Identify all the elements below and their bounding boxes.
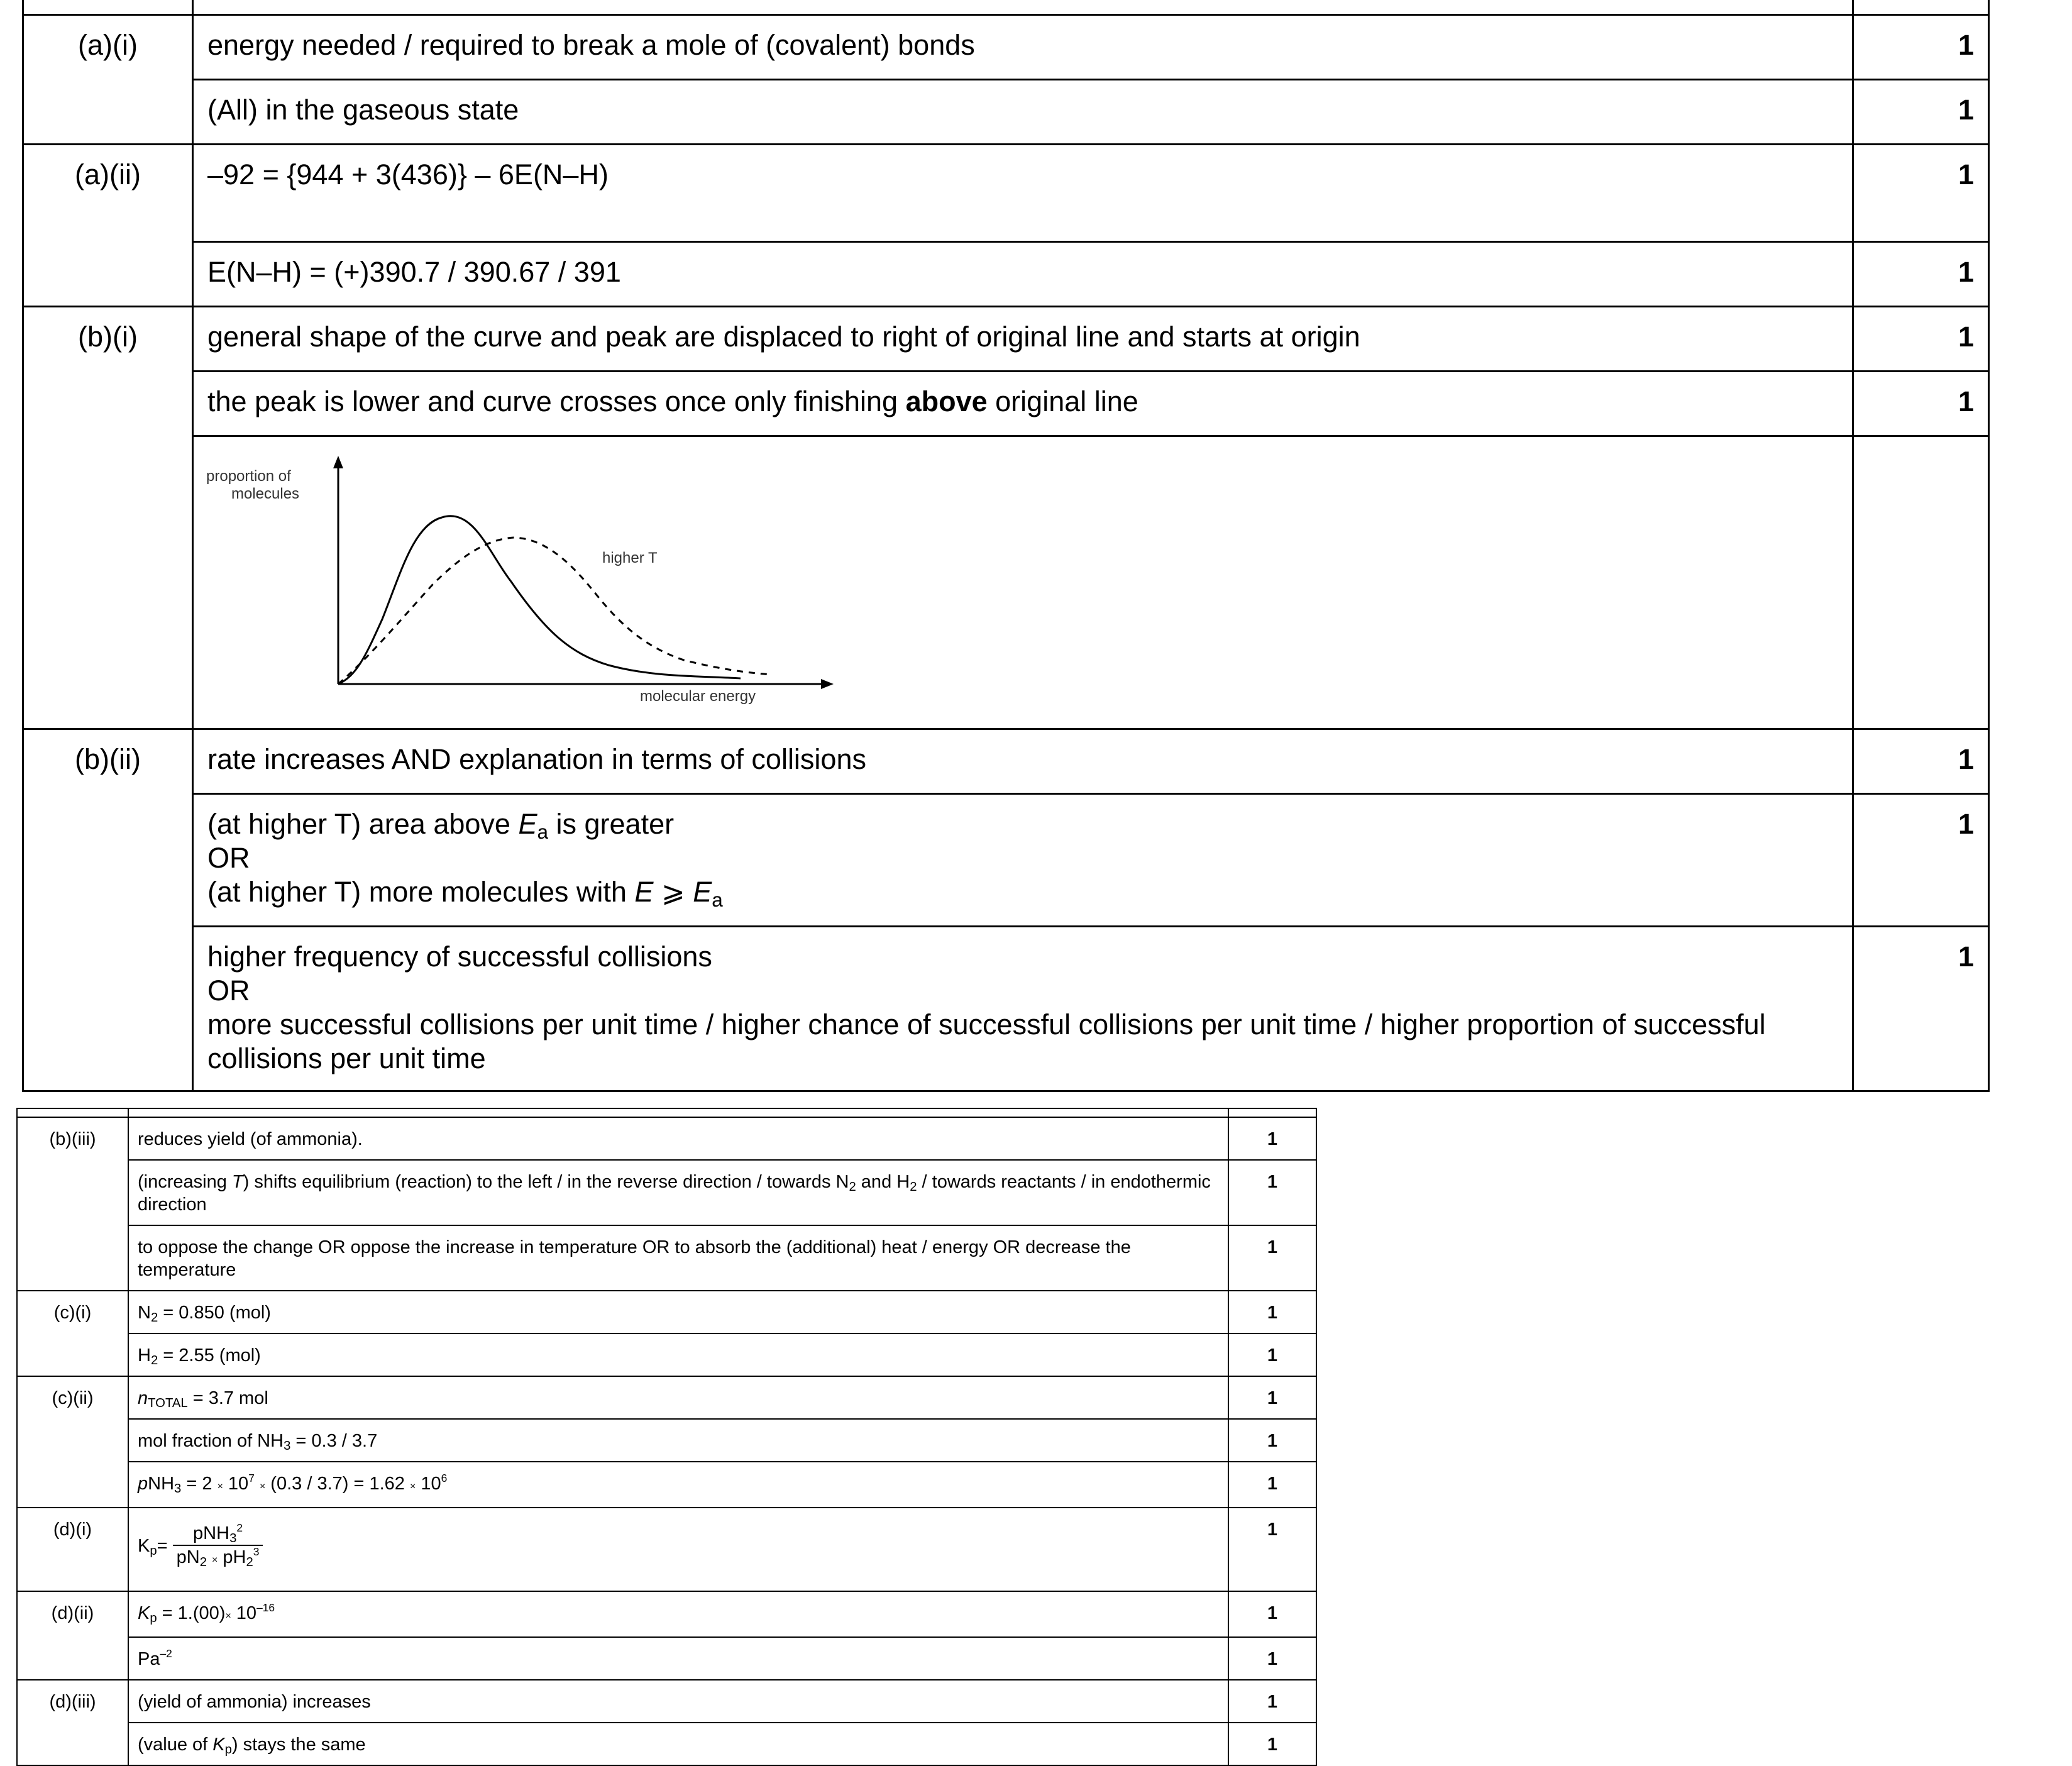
table-row <box>23 307 1989 372</box>
answer-text: the peak is lower and curve crosses once only finishing above original line <box>193 372 1853 436</box>
answer-text: E(N–H) = (+)390.7 / 390.67 / 391 <box>193 242 1853 307</box>
y-axis-arrow <box>333 456 343 468</box>
mark: 1 <box>1853 145 1989 242</box>
answer-text: rate increases AND explanation in terms of collisions <box>193 729 1853 794</box>
kp-expression: $K_p=$ $\frac{pNH_3^2}{pN_2 \times pH_2^3}$ <box>128 1508 1228 1591</box>
table-row <box>17 1680 1316 1723</box>
table-row <box>17 1723 1316 1765</box>
mark: 1 <box>1228 1419 1316 1462</box>
table-row <box>23 794 1989 927</box>
table-row <box>17 1462 1316 1508</box>
answer-text: (increasing T) shifts equilibrium (reaction) to the left / in the reverse direction / towards $N_2$ and $H_2$ / towards reactants / in endothermic direction <box>128 1160 1228 1225</box>
answer-text: $K_p = 1.(00)\times 10^{-16}$ <box>128 1591 1228 1637</box>
curve-label: higher T <box>602 549 658 566</box>
answer-text: (at higher T) area above $E_a$ is greater OR (at higher T) more molecules with E ⩾ $E_a$ <box>193 794 1853 927</box>
table-row <box>23 729 1989 794</box>
table-row <box>23 80 1989 145</box>
answer-text: (All) in the gaseous state <box>193 80 1853 145</box>
table-row <box>23 436 1989 729</box>
table-row <box>23 15 1989 80</box>
mark-scheme-table-upper <box>22 0 1990 1092</box>
mark: 1 <box>1228 1723 1316 1765</box>
answer-text: $n_{TOTAL} = 3.7$ mol <box>128 1376 1228 1419</box>
table-row <box>17 1508 1316 1591</box>
question-number: (c)(ii) <box>17 1376 128 1508</box>
table-row <box>17 1160 1316 1225</box>
answer-text: (yield of ammonia) increases <box>128 1680 1228 1723</box>
question-number: (d)(ii) <box>17 1591 128 1680</box>
bold-word: above <box>905 385 988 417</box>
graph-y-label: molecules <box>231 485 300 502</box>
answer-text: (value of $K_p$) stays the same <box>128 1723 1228 1765</box>
maxwell-boltzmann-graph <box>194 437 885 726</box>
mark: 1 <box>1228 1508 1316 1591</box>
mark: 1 <box>1228 1225 1316 1291</box>
table-row <box>17 1376 1316 1419</box>
mark: 1 <box>1853 242 1989 307</box>
question-number: (b)(ii) <box>23 729 193 1091</box>
x-axis-arrow <box>821 679 834 689</box>
question-number: (d)(i) <box>17 1508 128 1591</box>
table-row <box>23 372 1989 436</box>
question-number: (a)(i) <box>23 15 193 145</box>
graph-cell <box>193 436 1853 729</box>
question-number: (a)(ii) <box>23 145 193 307</box>
table-row <box>23 145 1989 242</box>
table-row <box>17 1117 1316 1160</box>
mark: 1 <box>1228 1591 1316 1637</box>
answer-text: $N_2 = 0.850$ (mol) <box>128 1291 1228 1333</box>
mark: 1 <box>1853 794 1989 927</box>
mark-scheme-table-lower <box>16 1108 1317 1766</box>
question-number: (c)(i) <box>17 1291 128 1376</box>
mark: 1 <box>1228 1333 1316 1376</box>
mark: 1 <box>1853 372 1989 436</box>
answer-text: higher frequency of successful collisions OR more successful collisions per unit time / higher chance of successful collisions per unit time / higher proportion of successful collisions per unit time <box>193 927 1853 1091</box>
table-row <box>23 0 1989 15</box>
table-row <box>17 1333 1316 1376</box>
question-number: (b)(iii) <box>17 1117 128 1291</box>
answer-text: reduces yield (of ammonia). <box>128 1117 1228 1160</box>
table-row <box>23 927 1989 1091</box>
mark: 1 <box>1853 15 1989 80</box>
mark: 1 <box>1853 927 1989 1091</box>
higher-t-curve <box>338 538 772 684</box>
mark: 1 <box>1228 1680 1316 1723</box>
answer-text: –92 = {944 + 3(436)} – 6E(N–H) <box>193 145 1853 242</box>
answer-text: $Pa^{-2}$ <box>128 1637 1228 1680</box>
mark: 1 <box>1853 729 1989 794</box>
answer-text: general shape of the curve and peak are displaced to right of original line and starts at origin <box>193 307 1853 372</box>
mark: 1 <box>1228 1291 1316 1333</box>
mark: 1 <box>1228 1637 1316 1680</box>
question-number: (d)(iii) <box>17 1680 128 1765</box>
table-row <box>23 242 1989 307</box>
table-row <box>17 1419 1316 1462</box>
answer-text: energy needed / required to break a mole of (covalent) bonds <box>193 15 1853 80</box>
mark: 1 <box>1228 1462 1316 1508</box>
table-row <box>17 1225 1316 1291</box>
table-row <box>17 1637 1316 1680</box>
mark: 1 <box>1228 1376 1316 1419</box>
mark: 1 <box>1853 80 1989 145</box>
answer-text: mol fraction of $NH_3 = 0.3 / 3.7$ <box>128 1419 1228 1462</box>
answer-text: to oppose the change OR oppose the increase in temperature OR to absorb the (additional) heat / energy OR decrease the temperature <box>128 1225 1228 1291</box>
answer-text: $pNH_3 = 2 \times 10^7 \times (0.3 / 3.7) = 1.62 \times 10^6$ <box>128 1462 1228 1508</box>
table-row <box>17 1591 1316 1637</box>
mark: 1 <box>1228 1117 1316 1160</box>
table-row <box>17 1108 1316 1117</box>
answer-text: $H_2 = 2.55$ (mol) <box>128 1333 1228 1376</box>
mark: 1 <box>1228 1160 1316 1225</box>
question-number: (b)(i) <box>23 307 193 729</box>
mark: 1 <box>1853 307 1989 372</box>
fraction: $\frac{pNH_3^2}{pN_2 \times pH_2^3}$ <box>173 1522 263 1572</box>
table-row <box>17 1291 1316 1333</box>
graph-y-label: proportion of <box>206 468 291 485</box>
graph-x-label: molecular energy <box>640 688 756 705</box>
